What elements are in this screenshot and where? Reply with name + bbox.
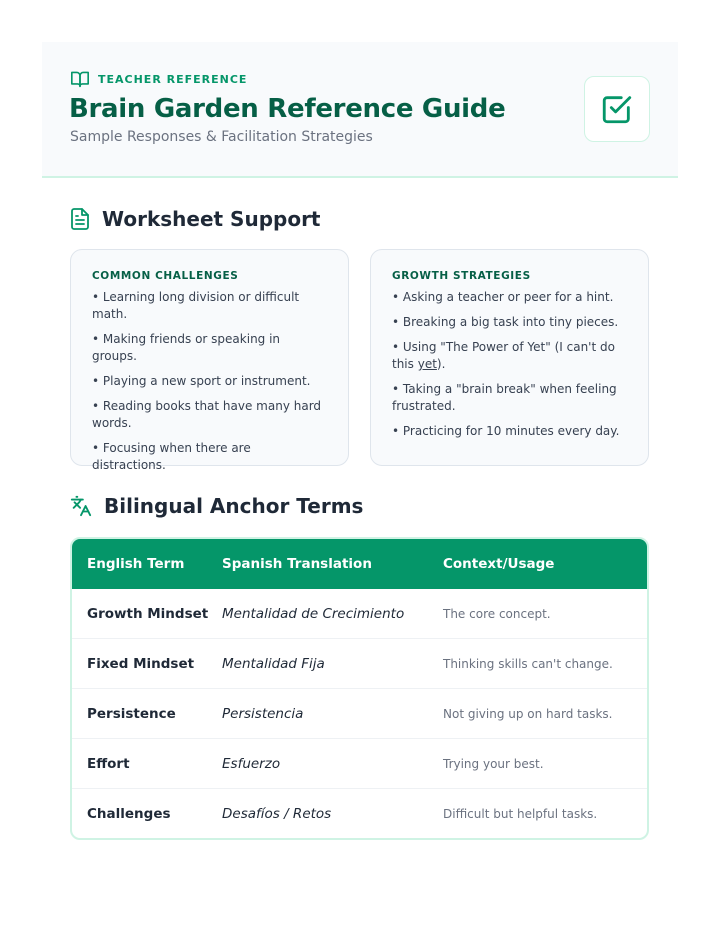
yet-underlined: yet	[417, 357, 437, 371]
page-subtitle: Sample Responses & Facilitation Strategies	[70, 129, 373, 145]
list-item: • Learning long division or difficult math.	[92, 290, 300, 321]
translate-icon	[70, 495, 92, 517]
header-eyebrow	[70, 70, 247, 88]
table-row: Challenges Desafíos / Retos Difficult but helpful tasks.	[87, 806, 598, 822]
book-open-icon	[70, 70, 90, 88]
list-item: • Breaking a big task into tiny pieces.	[392, 315, 619, 329]
list-item: • Asking a teacher or peer for a hint.	[392, 290, 614, 304]
list-item: • Focusing when there are distractions.	[92, 441, 251, 472]
table-row: Growth Mindset Mentalidad de Crecimiento The core concept.	[72, 589, 647, 639]
page-title: Brain Garden Reference Guide	[69, 94, 506, 124]
table-row: Persistence Persistencia Not giving up on hard tasks.	[72, 689, 647, 739]
challenges-list	[92, 289, 327, 474]
strategies-list	[392, 289, 627, 440]
list-item: • Taking a "brain break" when feeling frustrated.	[392, 382, 617, 413]
list-item: • Playing a new sport or instrument.	[92, 374, 311, 388]
checkbox-icon	[600, 92, 634, 126]
list-item: • Using "The Power of Yet" (I can't do this yet).	[392, 340, 615, 371]
list-item: • Practicing for 10 minutes every day.	[392, 424, 620, 438]
table-row: Effort Esfuerzo Trying your best.	[72, 739, 647, 789]
challenges-heading: COMMON CHALLENGES	[92, 270, 239, 282]
list-item: • Reading books that have many hard words.	[92, 399, 322, 430]
strategies-card	[370, 249, 649, 466]
challenges-card	[70, 249, 349, 472]
page-header	[42, 42, 678, 178]
table-row: Fixed Mindset Mentalidad Fija Thinking skills can't change.	[72, 639, 647, 689]
terms-section-title: Bilingual Anchor Terms	[70, 494, 363, 518]
list-item: • Making friends or speaking in groups.	[92, 332, 281, 363]
header-spanish: Spanish Translation	[222, 556, 372, 572]
worksheet-section-title: Worksheet Support	[70, 207, 321, 231]
strategies-heading: GROWTH STRATEGIES	[392, 270, 531, 282]
eyebrow-text: TEACHER REFERENCE	[98, 72, 248, 86]
document-icon	[70, 208, 90, 230]
header-badge	[584, 76, 650, 142]
table-header	[72, 539, 647, 589]
header-english: English Term	[87, 556, 185, 572]
header-context: Context/Usage	[443, 556, 555, 572]
terms-table	[70, 537, 649, 840]
